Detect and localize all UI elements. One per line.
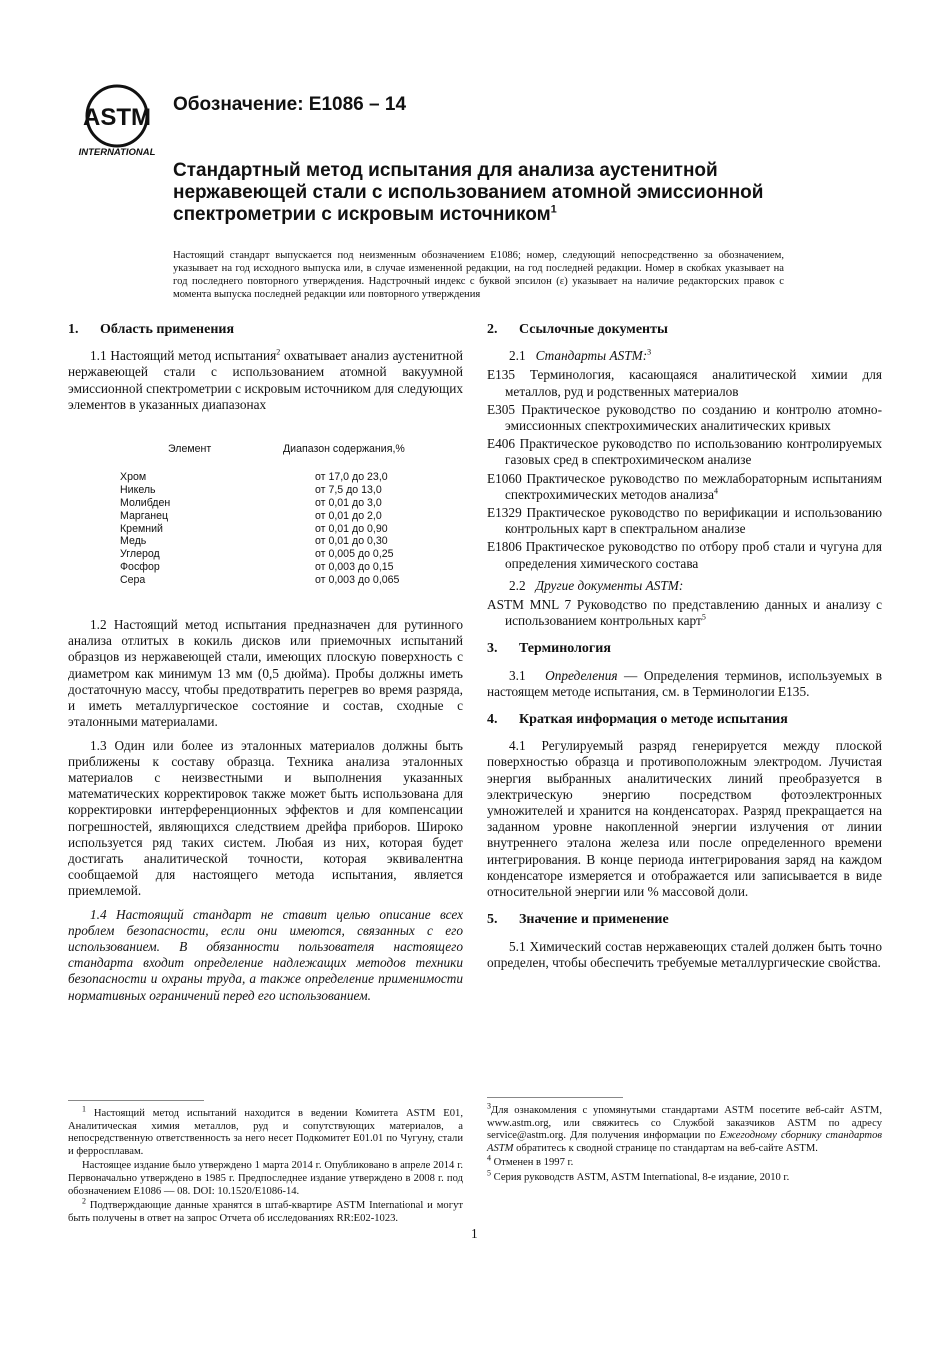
footnote-1b: Настоящее издание было утверждено 1 марта 2014 г. Опубликовано в апреле 2014 г. Первоначально утверждено в 1985 г. Предпоследнее издание утверждено в 2008 г. под обозначением E1086 — 08. DOI: 10.1520/E1086-14. bbox=[68, 1160, 463, 1197]
section-heading-5: 5. Значение и применение bbox=[487, 912, 669, 928]
paragraph-3-1: 3.1 Определения — Определения терминов, используемых в настоящем методе испытания, см. в Терминологии E135. bbox=[487, 667, 882, 699]
footnote-5: $^5$ Серия руководств ASTM, ASTM International, 8-е издание, 2010 г. bbox=[487, 1168, 790, 1183]
table-header bbox=[68, 443, 463, 456]
reference-item: E1806 Практическое руководство по отбору проб стали и чугуна для определения химического состава bbox=[487, 539, 882, 571]
section-heading-1: 1. Область применения bbox=[68, 322, 235, 337]
reference-item: E135 Терминология, касающаяся аналитической химии для металлов, руд и родственных материалов bbox=[487, 367, 882, 399]
table-row: Медь от 0,01 до 0,30 bbox=[120, 535, 388, 548]
title-footnote-mark: 1 bbox=[550, 203, 557, 216]
section-heading-4: 4. Краткая информация о методе испытания bbox=[487, 712, 788, 728]
reference-item-other: ASTM MNL 7 Руководство по представлению данных и анализу с использованием контрольных карт$^5$ bbox=[487, 597, 882, 629]
section-heading-2: 2. Ссылочные документы bbox=[487, 322, 668, 337]
table-row: Сера от 0,003 до 0,065 bbox=[120, 574, 400, 587]
footnote-2: $^2$ Подтверждающие данные хранятся в штаб-квартире ASTM International и могут быть получены в ответ на запрос Отчета об исследованиях RR:E02-1023. bbox=[68, 1196, 463, 1224]
paragraph-1-3: 1.3 Один или более из эталонных материалов должны быть приближены к составу образца. Техника анализа эталонных материалов с неизвестными и выполнения указанных математических корректировок также может быть использована для корректировки интерференционных эффектов и для компенсации погрешностей, являющихся следствием дрейфа приборов. Широко используется ряд таких систем. Любая из них, которая будет достигать аналитической точности, которая эквивалентна сообщаемой для настоящего метода испытания, является приемлемой. bbox=[68, 737, 463, 899]
paragraph-1-2: 1.2 Настоящий метод испытания предназначен для рутинного анализа отлитых в кокиль дисков или приемочных испытаний образцов из нержавеющей стали, имеющих плоскую поверхность с диаметром как минимум 13 мм (0,5 дюйма). Пробы должны иметь достаточную массу, чтобы предотвратить перегрев во время разряда, и иметь металлургическое состояние и состав, сходные с эталонными материалами. bbox=[68, 617, 463, 730]
paragraph-1-4: 1.4 Настоящий стандарт не ставит целью описание всех проблем безопасности, если они имеются, связанных с его использованием. В обязанности пользователя настоящего стандарта входит определение надлежащих методов техники безопасности и охраны труда, а также определение применимости нормативных ограничений перед его использованием. bbox=[68, 906, 463, 1003]
header-element: Элемент bbox=[168, 443, 212, 456]
paragraph-1-1: 1.1 Настоящий метод испытания$^2$ охватывает анализ аустенитной нержавеющей стали с использованием атомной вакуумной эмиссионной спектрометрии с искровым источником для следующих элементов в указанных диапазонах bbox=[68, 347, 463, 412]
header-range: Диапазон содержания,% bbox=[283, 443, 405, 456]
footnotes-right bbox=[487, 1101, 882, 1187]
paragraph-5-1: 5.1 Химический состав нержавеющих сталей должен быть точно определен, чтобы обеспечить требуемые металлургические свойства. bbox=[487, 938, 882, 970]
table-row: Никель от 7,5 до 13,0 bbox=[120, 483, 382, 496]
table-row: Кремний от 0,01 до 0,90 bbox=[120, 522, 388, 535]
table-row: Марганец от 0,01 до 2,0 bbox=[120, 509, 382, 522]
intro-note: Настоящий стандарт выпускается под неизменным обозначением E1086; номер, следующий непосредственно за обозначением, указывает на год исходного выпуска или, в случае измененной редакции, на год последней редакции. Номер в скобках указывает на год последнего повторного утверждения. Надстрочный индекс с буквой эпсилон (ε) указывает на наличие редакторских правок с момента выпуска последней редакции или повторного утверждения bbox=[173, 250, 784, 300]
reference-item: E406 Практическое руководство по использованию контролируемых газовых сред в спектрохимическом анализе bbox=[487, 436, 882, 468]
designation: Обозначение: E1086 – 14 bbox=[173, 94, 407, 115]
astm-logo bbox=[75, 83, 159, 157]
logo-letters: ASTM bbox=[83, 104, 151, 131]
table-row: Углерод от 0,005 до 0,25 bbox=[120, 548, 394, 561]
footnote-4: $^4$ Отменен в 1997 г. bbox=[487, 1153, 574, 1169]
footnote-divider-left bbox=[68, 1100, 204, 1101]
table-row: Молибден от 0,01 до 3,0 bbox=[120, 496, 382, 509]
footnote-3: $^3$Для ознакомления с упомянутыми стандартами ASTM посетите веб-сайт ASTM, www.astm.org, или свяжитесь со Службой заказчиков ASTM по адресу service@astm.org. Для получения информации по Ежегодному сборнику стандартов ASTM обратитесь к сводной странице по стандартам на веб-сайте ASTM. bbox=[487, 1101, 882, 1154]
designation-label: Обозначение: E1086 bbox=[173, 94, 364, 115]
left-column bbox=[68, 322, 463, 1011]
subsection-2-1: 2.1 Стандарты ASTM:$^3$ bbox=[509, 347, 652, 364]
footnote-divider-right bbox=[487, 1097, 623, 1098]
table-row: Фосфор от 0,003 до 0,15 bbox=[120, 561, 394, 574]
section-heading-3: 3. Терминология bbox=[487, 641, 611, 657]
logo-subtext: INTERNATIONAL bbox=[78, 147, 156, 157]
right-column bbox=[487, 322, 882, 978]
subsection-2-2: 2.2 Другие документы ASTM: bbox=[509, 577, 684, 593]
footnotes-left bbox=[68, 1104, 463, 1227]
page-number: 1 bbox=[471, 1226, 478, 1241]
document-title: Стандартный метод испытания для анализа аустенитной нержавеющей стали с использованием атомной эмиссионной спектрометрии с искровым источником$^1$ bbox=[173, 160, 764, 225]
paragraph-4-1: 4.1 Регулируемый разряд генерируется между плоской поверхностью образца и противоположным электродом. Лучистая энергия выбранных аналитических линий преобразуется в электрическую энергию посредством фотоэлектронных умножителей и хранится на конденсаторах. Разряд прекращается на заданном уровне накопленной энергии излучения от линии внутреннего эталона железа или после определенного времени интегрирования. В конце периода интегрирования заряд на каждом конденсаторе измеряется и отображается или записывается в виде относительной энергии или % массовой доли. bbox=[487, 738, 882, 900]
table-row: Хром от 17,0 до 23,0 bbox=[120, 470, 388, 483]
reference-item: E1329 Практическое руководство по верификации и использованию контрольных карт в спектральном анализе bbox=[487, 505, 882, 537]
reference-item: E305 Практическое руководство по созданию и контролю атомно- эмиссионных спектрохимических аналитических кривых bbox=[487, 401, 882, 434]
reference-item: E1060 Практическое руководство по межлабораторным испытаниям спектрохимических методов анализа$^4$ bbox=[487, 470, 882, 502]
footnote-1: $^1$ Настоящий метод испытаний находится в ведении Комитета ASTM E01, Аналитическая химия металлов, руд и сопутствующих материалов, а непосредственную ответственность за него несет Подкомитет E01.01 по Чугуну, стали и ферросплавам. bbox=[68, 1104, 463, 1157]
elements-table bbox=[68, 443, 463, 587]
designation-year: 14 bbox=[384, 94, 407, 115]
